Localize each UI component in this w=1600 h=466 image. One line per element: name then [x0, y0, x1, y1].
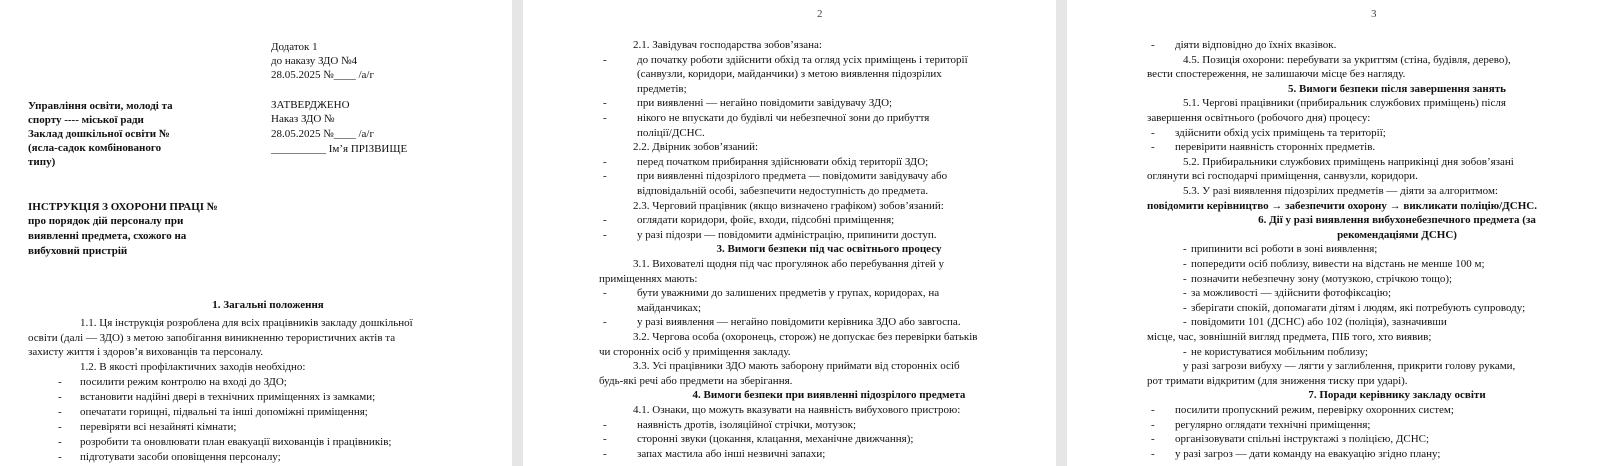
list-dash: - — [1183, 272, 1187, 285]
paragraph-line: 3.2. Чергова особа (охоронець, сторож) не допускає без перевірки батьків — [633, 331, 978, 343]
paragraph-line: чи сторонніх осіб у приміщення закладу. — [599, 345, 791, 358]
list-item: зберігати спокій, допомагати дітям і людям, які потребують супроводу; — [1191, 301, 1526, 314]
list-dash: - — [603, 418, 607, 431]
list-dash: - — [1151, 447, 1155, 460]
paragraph-line: рот тримати відкритим (для зниження тиску при ударі). — [1147, 374, 1408, 387]
list-dash: - — [603, 447, 607, 460]
paragraph-line: 3.3. Усі працівники ЗДО мають заборону приймати від сторонніх осіб — [633, 360, 960, 373]
list-item: опечатати горищні, підвальні та інші допоміжні приміщення; — [80, 406, 368, 418]
list-item: при виявленні підозрілого предмета — повідомити завідувачу або — [637, 170, 948, 183]
list-dash: - — [1151, 126, 1155, 139]
approved-line: ЗАТВЕРДЖЕНО — [271, 99, 350, 111]
section-heading: 6. Дії у разі виявлення вибухонебезпечного предмета (за — [1258, 214, 1536, 227]
approved-line: __________ Ім’я ПРІЗВИЩЕ — [271, 143, 408, 155]
list-item: майданчиках; — [637, 301, 702, 314]
list-dash: - — [603, 228, 607, 241]
section-heading: рекомендаціями ДСНС) — [1337, 228, 1457, 241]
list-item: бути уважними до залишених предметів у групах, коридорах, на — [637, 287, 940, 300]
list-item: у разі загроз — дати команду на евакуацію згідно плану; — [1175, 447, 1441, 460]
page-number: 2 — [817, 8, 823, 20]
appendix-line: Додаток 1 — [271, 41, 318, 53]
list-dash: - — [1183, 301, 1187, 314]
org-line: типу) — [28, 156, 56, 168]
paragraph-line: 2.1. Завідувач господарства зобов’язана: — [633, 39, 822, 51]
paragraph-line: 1.1. Ця інструкція розроблена для всіх працівників закладу дошкільної — [80, 317, 413, 329]
list-item: сторонні звуки (цокання, клацання, механічне движчання); — [637, 433, 914, 446]
list-dash: - — [1151, 141, 1155, 154]
list-item: у разі виявлення — негайно повідомити керівника ЗДО або завгоспа. — [637, 316, 961, 329]
approved-line: 28.05.2025 №____ /а/г — [271, 128, 375, 140]
paragraph-line: 5.2. Прибиральники службових приміщень наприкінці дня зобов’язані — [1183, 155, 1514, 168]
list-dash: - — [603, 214, 607, 227]
list-dash: - — [1183, 258, 1187, 270]
paragraph-line: захисту життя і здоров’я вихованців та персоналу. — [28, 346, 263, 358]
list-dash: - — [1183, 287, 1187, 300]
list-item: перевірити наявність сторонніх предметів. — [1175, 141, 1376, 154]
list-item: до початку роботи здійснити обхід та огляд усіх приміщень і території — [637, 53, 968, 66]
list-item: у разі підозри — повідомити адміністрацію, припинити доступ. — [637, 228, 937, 241]
list-item: при виявленні — негайно повідомити завідувачу ЗДО; — [637, 97, 893, 110]
list-dash: - — [1183, 243, 1187, 256]
paragraph-line: оглянути всі господарчі приміщення, санвузли, коридори. — [1147, 170, 1418, 183]
list-dash: - — [603, 112, 607, 124]
doc-title: вибуховий пристрій — [28, 245, 128, 257]
list-item: організовувати спільні інструктажі з поліцією, ДСНС; — [1175, 433, 1430, 446]
paragraph-line: 4.1. Ознаки, що можуть вказувати на наявність вибухового пристрою: — [633, 404, 961, 416]
approved-line: Наказ ЗДО № — [271, 113, 335, 125]
list-dash: - — [1151, 418, 1155, 431]
list-item: предметів; — [637, 82, 687, 95]
paragraph-line: завершення освітнього (робочого дня) процесу: — [1147, 112, 1371, 124]
list-item: посилити режим контролю на вході до ЗДО; — [80, 376, 287, 388]
appendix-line: до наказу ЗДО №4 — [271, 55, 358, 67]
list-item: у разі загрози вибуху — лягти у заглиблення, прикрити голову руками, — [1183, 360, 1516, 373]
paragraph-line: повідомити керівництво → забезпечити охорону → викликати поліцію/ДСНС. — [1147, 199, 1537, 212]
list-item: нікого не впускати до будівлі чи небезпечної зони до прибуття — [637, 112, 930, 124]
org-line: Заклад дошкільної освіти № — [28, 128, 170, 140]
list-item: поліції/ДСНС. — [637, 126, 705, 139]
list-item: оглядати коридори, фойє, входи, підсобні приміщення; — [637, 214, 895, 227]
paragraph-line: 2.3. Черговий працівник (якщо визначено графіком) зобов’язаний: — [633, 199, 944, 212]
paragraph-line: вести спостереження, не залишаючи місце без нагляду. — [1147, 68, 1406, 81]
list-dash: - — [603, 287, 607, 300]
list-item: регулярно оглядати технічні приміщення; — [1175, 418, 1371, 431]
list-item: позначити небезпечну зону (мотузкою, стрічкою тощо); — [1191, 272, 1453, 285]
doc-title: виявленні предмета, схожого на — [28, 230, 187, 242]
document-page-1: Додаток 1 до наказу ЗДО №4 28.05.2025 №____ /а/г Управління освіти, молоді та спорту ---- міської ради Заклад дошкільної освіти № (ясла-садок комбінованого типу) ЗАТВЕРДЖЕНО Наказ ЗДО № 28.05.2025 №____ /а/г __________ Ім’я ПРІЗВИЩЕ ІНСТРУКЦІЯ З ОХОРОНИ ПРАЦІ № про порядок дій персоналу при виявленні предмета, схожого на вибуховий пристрій 1. Загальні положення 1.1. Ця інструкція розроблена для всіх працівників закладу дошкільної освіти (далі — ЗДО) з метою запобігання виникненню терористичних актів та захисту життя і здоров’я вихованців та персоналу. 1.2. В якості профілактичних заходів необхідно: - посилити режим контролю на вході до ЗДО; - встановити надійні двері в технічних приміщеннях із замками; - опечатати горищні, підвальні та інші допоміжні приміщення; - перевіряти всі незайняті кімнати; - розробити та оновлювати план евакуації вихованців і працівників; - підготувати засоби оповіщення персоналу; — [0, 0, 512, 466]
doc-title: про порядок дій персоналу при — [28, 215, 184, 227]
list-dash: - — [603, 97, 607, 110]
paragraph-line: 2.2. Двірник зобов’язаний: — [633, 141, 759, 154]
list-item: посилити пропускний режим, перевірку охоронних систем; — [1175, 404, 1454, 416]
list-dash: - — [1151, 39, 1155, 51]
list-dash: - — [603, 170, 607, 183]
list-item: розробити та оновлювати план евакуації вихованців і працівників; — [80, 436, 392, 448]
list-item: перевіряти всі незайняті кімнати; — [80, 421, 237, 433]
list-dash: - — [1183, 345, 1187, 358]
section-heading: 1. Загальні положення — [212, 299, 324, 311]
doc-title: ІНСТРУКЦІЯ З ОХОРОНИ ПРАЦІ № — [28, 201, 218, 213]
list-item: діяти відповідно до їхніх вказівок. — [1175, 39, 1337, 51]
org-line: (ясла-садок комбінованого — [28, 142, 162, 154]
section-heading: 7. Поради керівнику закладу освіти — [1308, 389, 1486, 402]
org-line: Управління освіти, молоді та — [28, 100, 173, 112]
list-item: (санвузли, коридори, майданчики) з метою виявлення підозрілих — [637, 68, 942, 81]
paragraph-line: приміщеннях мають: — [599, 272, 698, 285]
list-item: відповідальній особі, забезпечити недоступність до предмета. — [637, 185, 929, 197]
page-number: 3 — [1371, 8, 1377, 20]
list-dash: - — [603, 155, 607, 168]
list-item: здійснити обхід усіх приміщень та території; — [1175, 126, 1386, 139]
paragraph-line: освіти (далі — ЗДО) з метою запобігання виникненню терористичних актів та — [28, 332, 396, 344]
section-heading: 5. Вимоги безпеки після завершення занять — [1288, 82, 1506, 95]
list-dash: - — [603, 316, 607, 329]
document-page-3 — [1067, 0, 1600, 466]
paragraph-line: будь-які речі або предмети на зберігання. — [599, 374, 793, 387]
list-item: повідомити 101 (ДСНС) або 102 (поліція), зазначивши — [1191, 316, 1447, 329]
list-item: встановити надійні двері в технічних приміщеннях із замками; — [80, 391, 376, 403]
section-heading: 4. Вимоги безпеки при виявленні підозрілого предмета — [692, 389, 966, 402]
list-item: запах мастила або інші незвичні запахи; — [637, 447, 826, 460]
document-page-2 — [523, 0, 1056, 466]
section-heading: 3. Вимоги безпеки під час освітнього процесу — [716, 243, 942, 256]
list-item: підготувати засоби оповіщення персоналу; — [80, 451, 281, 463]
list-dash: - — [1151, 404, 1155, 416]
paragraph-line: місце, час, зовнішній вигляд предмета, ПІБ того, хто виявив; — [1147, 331, 1432, 343]
paragraph-line: 5.3. У разі виявлення підозрілих предметів — діяти за алгоритмом: — [1183, 185, 1498, 197]
paragraph-line: 1.2. В якості профілактичних заходів необхідно: — [80, 361, 306, 373]
list-item: наявність дротів, ізоляційної стрічки, мотузок; — [637, 418, 856, 431]
list-dash: - — [603, 53, 607, 66]
list-item: попередити осіб поблизу, вивести на відстань не менше 100 м; — [1191, 258, 1485, 270]
list-dash: - — [603, 433, 607, 446]
appendix-line: 28.05.2025 №____ /а/г — [271, 69, 375, 81]
list-item: перед початком прибирання здійснювати обхід території ЗДО; — [637, 155, 929, 168]
paragraph-line: 4.5. Позиція охорони: перебувати за укриттям (стіна, будівля, дерево), — [1183, 53, 1511, 66]
org-line: спорту ---- міської ради — [28, 114, 144, 126]
list-item: за можливості — здійснити фотофіксацію; — [1191, 287, 1392, 300]
paragraph-line: 3.1. Вихователі щодня під час прогулянок або перебування дітей у — [633, 258, 944, 270]
list-dash: - — [1151, 433, 1155, 446]
paragraph-line: 5.1. Чергові працівники (прибиральник службових приміщень) після — [1183, 97, 1506, 110]
list-dash: - — [1183, 316, 1187, 329]
list-item: припинити всі роботи в зоні виявлення; — [1191, 243, 1378, 256]
list-item: не користуватися мобільним поблизу; — [1191, 345, 1368, 358]
